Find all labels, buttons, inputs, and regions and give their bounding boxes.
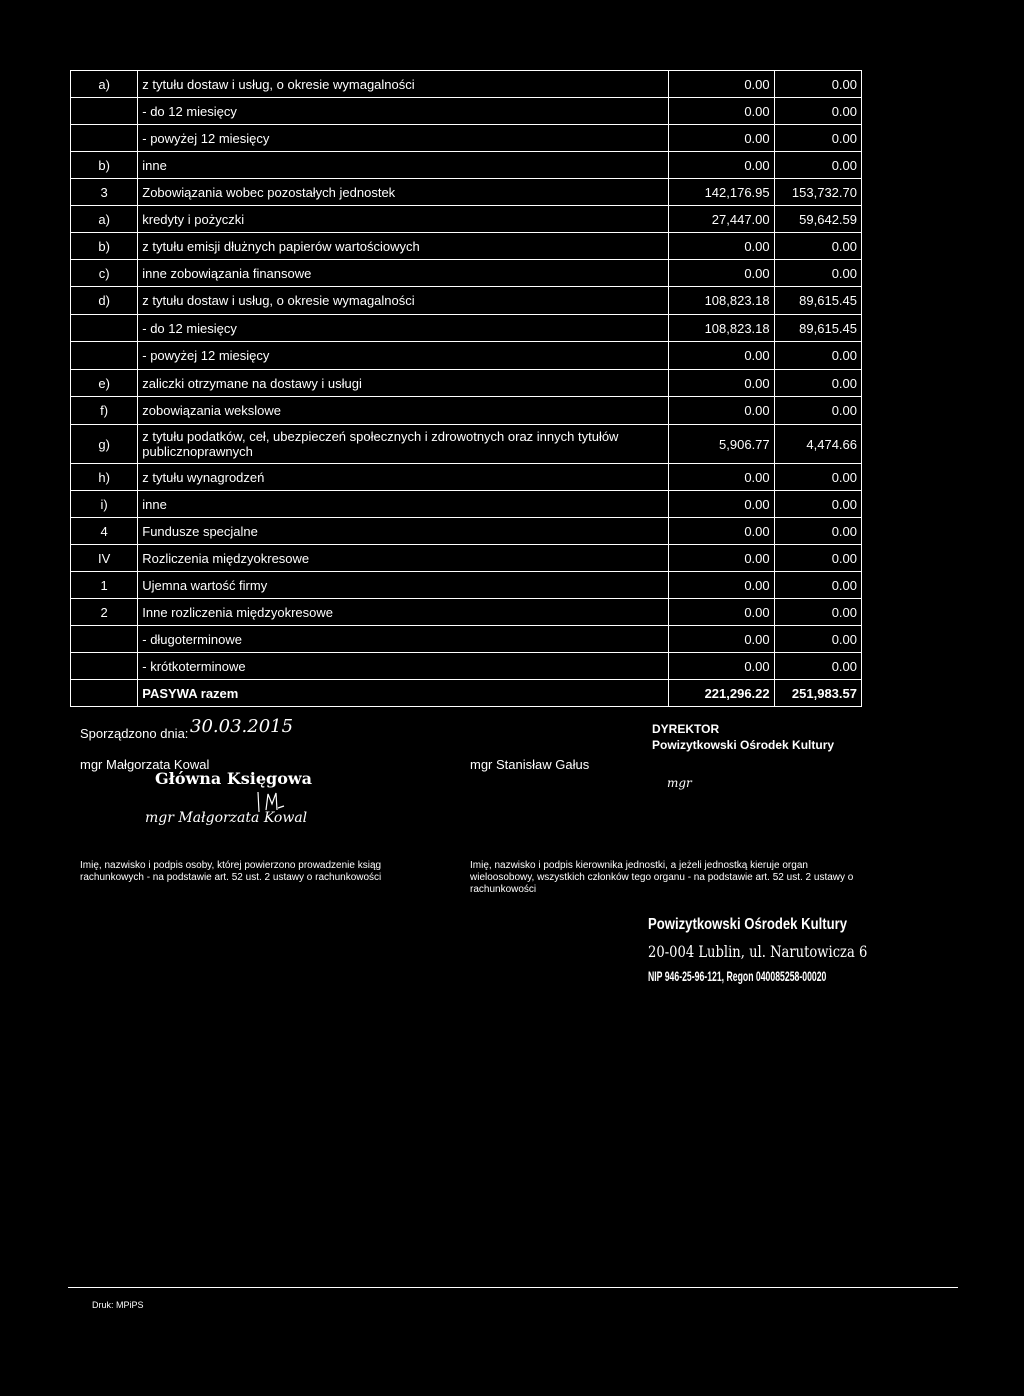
table-row [71, 342, 862, 370]
table-row [71, 260, 862, 287]
value-previous-cell: 5,906.77 [669, 425, 774, 464]
value-previous-cell: 0.00 [669, 125, 774, 152]
description-cell: - powyżej 12 miesięcy [138, 342, 669, 370]
value-current-cell: 0.00 [774, 370, 861, 397]
date-handwritten: 30.03.2015 [190, 716, 294, 737]
value-current-cell: 0.00 [774, 464, 861, 491]
value-previous-cell: 0.00 [669, 464, 774, 491]
table-row [71, 206, 862, 233]
table-row [71, 71, 862, 98]
row-number-cell: c) [71, 260, 138, 287]
value-current-cell: 0.00 [774, 572, 861, 599]
description-cell: - krótkoterminowe [138, 653, 669, 680]
value-previous-cell: 108,823.18 [669, 287, 774, 315]
value-current-cell: 0.00 [774, 342, 861, 370]
description-cell: Zobowiązania wobec pozostałych jednostek [138, 179, 669, 206]
value-current-cell: 89,615.45 [774, 315, 861, 342]
row-number-cell [71, 626, 138, 653]
value-previous-cell: 221,296.22 [669, 680, 774, 707]
row-number-cell: b) [71, 233, 138, 260]
table-row [71, 370, 862, 397]
row-number-cell [71, 653, 138, 680]
row-number-cell: b) [71, 152, 138, 179]
footer-divider [68, 1287, 958, 1288]
description-cell: inne [138, 152, 669, 179]
row-number-cell: g) [71, 425, 138, 464]
row-number-cell: e) [71, 370, 138, 397]
row-number-cell: h) [71, 464, 138, 491]
accountant-name: mgr Małgorzata Kowal [80, 757, 210, 772]
value-current-cell: 0.00 [774, 599, 861, 626]
description-cell: Rozliczenia międzyokresowe [138, 545, 669, 572]
value-previous-cell: 0.00 [669, 260, 774, 287]
description-cell: inne zobowiązania finansowe [138, 260, 669, 287]
row-number-cell: a) [71, 71, 138, 98]
table-row [71, 464, 862, 491]
table-row [71, 179, 862, 206]
org-stamp-line2: 20-004 Lublin, ul. Narutowicza 6 [648, 942, 868, 961]
description-cell: - powyżej 12 miesięcy [138, 125, 669, 152]
description-cell: zaliczki otrzymane na dostawy i usługi [138, 370, 669, 397]
description-cell: PASYWA razem [138, 680, 669, 707]
description-cell: z tytułu podatków, ceł, ubezpieczeń społecznych i zdrowotnych oraz innych tytułów publicznoprawnych [138, 425, 669, 464]
director-stamp-title: DYREKTOR [652, 722, 720, 736]
value-current-cell: 251,983.57 [774, 680, 861, 707]
table-row [71, 125, 862, 152]
table-row [71, 572, 862, 599]
date-label: Sporządzono dnia: [80, 726, 189, 741]
description-cell: z tytułu wynagrodzeń [138, 464, 669, 491]
table-row [71, 626, 862, 653]
value-previous-cell: 0.00 [669, 370, 774, 397]
table-row [71, 98, 862, 125]
accountant-stamp-title: Główna Księgowa [155, 769, 313, 788]
table-row [71, 599, 862, 626]
table-row [71, 152, 862, 179]
row-number-cell [71, 342, 138, 370]
description-cell: kredyty i pożyczki [138, 206, 669, 233]
row-number-cell [71, 680, 138, 707]
description-cell: inne [138, 491, 669, 518]
print-label: Druk: MPiPS [92, 1300, 144, 1310]
row-number-cell: 1 [71, 572, 138, 599]
row-number-cell: IV [71, 545, 138, 572]
caption-accountant: Imię, nazwisko i podpis osoby, której powierzono prowadzenie ksiąg rachunkowych - na podstawie art. 52 ust. 2 ustawy o rachunkowości [80, 860, 382, 883]
row-number-cell: d) [71, 287, 138, 315]
value-previous-cell: 0.00 [669, 233, 774, 260]
row-number-cell: 3 [71, 179, 138, 206]
description-cell: Fundusze specjalne [138, 518, 669, 545]
row-number-cell [71, 98, 138, 125]
value-previous-cell: 0.00 [669, 599, 774, 626]
value-current-cell: 4,474.66 [774, 425, 861, 464]
row-number-cell: 4 [71, 518, 138, 545]
value-current-cell: 0.00 [774, 545, 861, 572]
value-current-cell: 59,642.59 [774, 206, 861, 233]
value-current-cell: 0.00 [774, 260, 861, 287]
table-row [71, 518, 862, 545]
value-previous-cell: 0.00 [669, 98, 774, 125]
value-previous-cell: 0.00 [669, 572, 774, 599]
value-current-cell: 0.00 [774, 71, 861, 98]
description-cell: z tytułu dostaw i usług, o okresie wymagalności [138, 71, 669, 98]
description-cell: - do 12 miesięcy [138, 98, 669, 125]
director-stamp-org: Powizytkowski Ośrodek Kultury [652, 738, 835, 752]
table-row [71, 545, 862, 572]
table-row [71, 491, 862, 518]
value-previous-cell: 0.00 [669, 653, 774, 680]
value-current-cell: 0.00 [774, 491, 861, 518]
table-row [71, 397, 862, 425]
value-previous-cell: 0.00 [669, 71, 774, 98]
value-previous-cell: 0.00 [669, 342, 774, 370]
value-previous-cell: 0.00 [669, 626, 774, 653]
description-cell: z tytułu emisji dłużnych papierów wartościowych [138, 233, 669, 260]
value-previous-cell: 0.00 [669, 545, 774, 572]
value-previous-cell: 108,823.18 [669, 315, 774, 342]
row-number-cell: i) [71, 491, 138, 518]
value-previous-cell: 0.00 [669, 518, 774, 545]
org-stamp-line1: Powizytkowski Ośrodek Kultury [648, 916, 848, 933]
table-row [71, 653, 862, 680]
description-cell: zobowiązania wekslowe [138, 397, 669, 425]
row-number-cell [71, 125, 138, 152]
table-row [71, 287, 862, 315]
value-previous-cell: 0.00 [669, 397, 774, 425]
table-row [71, 425, 862, 464]
description-cell: Inne rozliczenia międzyokresowe [138, 599, 669, 626]
director-name: mgr Stanisław Gałus [470, 757, 590, 772]
value-previous-cell: 142,176.95 [669, 179, 774, 206]
value-current-cell: 0.00 [774, 397, 861, 425]
value-current-cell: 0.00 [774, 125, 861, 152]
accountant-stamp-name: mgr Małgorzata Kowal [145, 810, 308, 826]
value-current-cell: 0.00 [774, 626, 861, 653]
value-previous-cell: 0.00 [669, 491, 774, 518]
description-cell: - do 12 miesięcy [138, 315, 669, 342]
description-cell: z tytułu dostaw i usług, o okresie wymagalności [138, 287, 669, 315]
value-current-cell: 153,732.70 [774, 179, 861, 206]
value-current-cell: 89,615.45 [774, 287, 861, 315]
table-row [71, 680, 862, 707]
row-number-cell [71, 315, 138, 342]
org-stamp-line3: NIP 946-25-96-121, Regon 040085258-00020 [648, 968, 827, 984]
director-stamp-name: mgr [667, 776, 692, 790]
value-current-cell: 0.00 [774, 518, 861, 545]
row-number-cell: a) [71, 206, 138, 233]
value-previous-cell: 27,447.00 [669, 206, 774, 233]
value-current-cell: 0.00 [774, 152, 861, 179]
value-current-cell: 0.00 [774, 98, 861, 125]
caption-director: Imię, nazwisko i podpis kierownika jednostki, a jeżeli jednostką kieruje organ wieloosobowy, wszystkich członków tego organu - na podstawie art. 52 ust. 2 ustawy o rachunkowości [470, 860, 854, 895]
description-cell: - długoterminowe [138, 626, 669, 653]
description-cell: Ujemna wartość firmy [138, 572, 669, 599]
value-current-cell: 0.00 [774, 653, 861, 680]
table-row [71, 233, 862, 260]
liabilities-table [70, 70, 862, 707]
value-previous-cell: 0.00 [669, 152, 774, 179]
table-row [71, 315, 862, 342]
row-number-cell: f) [71, 397, 138, 425]
value-current-cell: 0.00 [774, 233, 861, 260]
row-number-cell: 2 [71, 599, 138, 626]
